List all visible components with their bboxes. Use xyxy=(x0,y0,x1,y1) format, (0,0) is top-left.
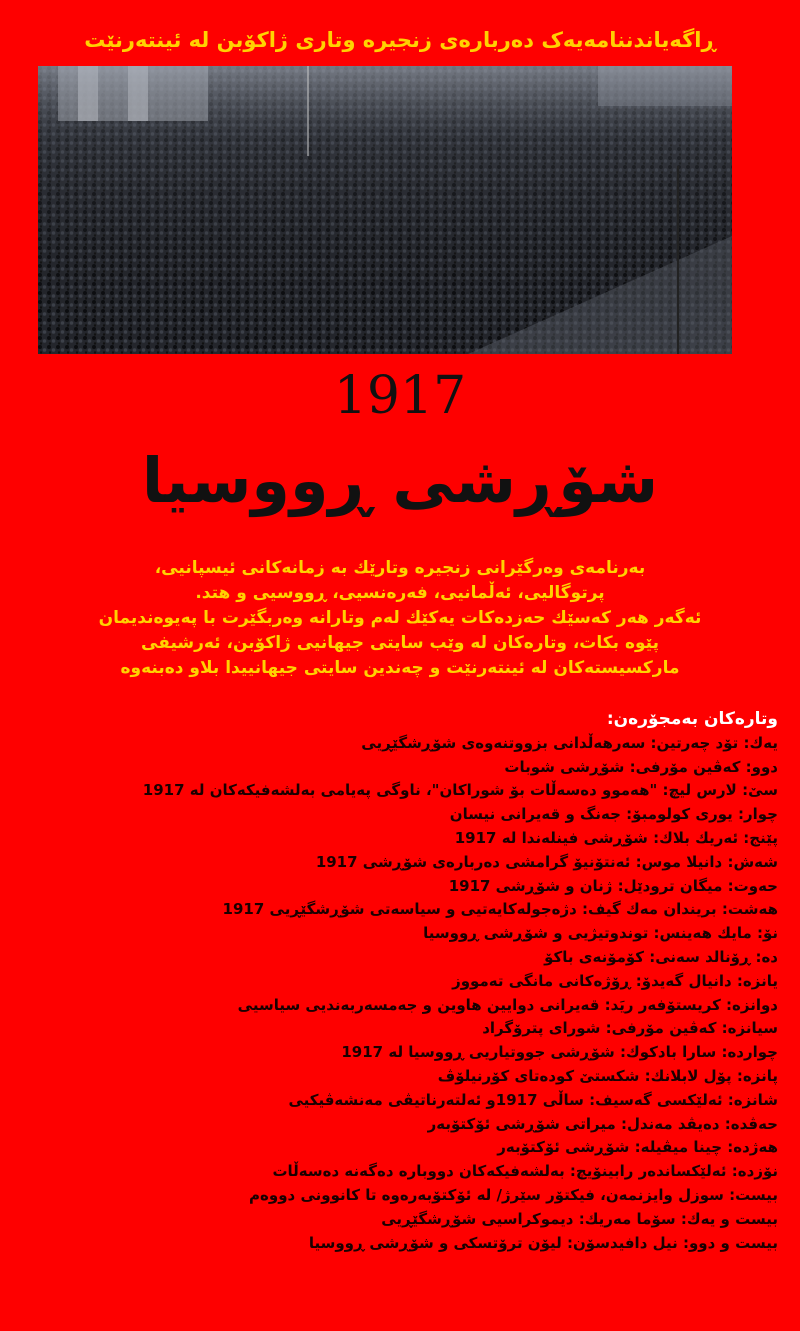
list-item: شەش: دانیلا موس: ئەنتۆنیۆ گرامشی دەربارەی شۆڕشی 1917 xyxy=(315,852,778,871)
list-item: شانزە: ئەلێكسی گەسیف: ساڵی 1917و ئەلتەرناتیڤی مەنشەڤیكیی xyxy=(288,1090,778,1109)
list-item: چوار: یوری كولومبۆ: جەنگ و قەیرانی نیسان xyxy=(449,805,778,824)
list-item: دوانزە: كریستۆفەر ریَد: قەیرانی دوایین هاوین و جەمسەربەندیی سیاسیی xyxy=(237,995,778,1014)
list-item: سیانزە: كەڤین مۆرفی: شورای پترۆگراد xyxy=(482,1019,778,1038)
year-heading: 1917 xyxy=(333,366,467,426)
list-item: پێنج: ئەریك بلاك: شۆڕشی فینلەندا لە 1917 xyxy=(454,828,778,847)
intro-line: ئەگەر هەر كەسێك حەزدەكات یەكێك لەم وتارانە وەربگێرت با پەیوەندیمان xyxy=(98,608,702,628)
crowd-photo-art xyxy=(38,66,732,354)
list-item: دوو: كەڤین مۆرفی: شۆڕشی شوبات xyxy=(504,757,778,776)
intro-line: پرتوگالیی، ئەڵمانیی، فەرەنسیی، ڕووسیی و هتد. xyxy=(195,583,605,603)
list-heading: وتارەكان بەمجۆرەن: xyxy=(606,709,778,729)
intro-line: ماركسیستەكان لە ئینتەرنێت و چەندین سایتی جیهانییدا بلاو دەبنەوە xyxy=(120,658,680,678)
list-item: نۆ: مایك هەینس: توندوتیژیی و شۆڕشی ڕووسیا xyxy=(423,924,778,943)
list-item: حەوت: میگان ترودێل: ژنان و شۆڕشی 1917 xyxy=(448,876,778,895)
crowd-photo xyxy=(38,66,732,354)
list-item: هەشت: بریندان مەك گیف: دژەجولەكایەتیی و سیاسەتی شۆڕشگێڕیی 1917 xyxy=(222,900,778,919)
list-item: حەڤدە: دەیڤد مەندل: میراتی شۆڕشی ئۆكتۆبەر xyxy=(427,1114,778,1133)
list-item: پانزە: پۆل لابلانك: شكستێ كودەتای كۆرنیلۆڤ xyxy=(437,1066,778,1085)
article-list xyxy=(80,708,778,1255)
list-item: دە: ڕۆنالد سەنی: كۆمۆنەی باكۆ xyxy=(544,947,778,966)
list-item: سێ: لارس لیچ: "هەموو دەسەڵات بۆ شوراكان"، ناوگی پەیامی بەلشەفیكەكان لە 1917 xyxy=(142,781,778,800)
list-item: یەك: تۆد چەرتین: سەرهەڵدانی بزووتنەوەی شۆڕشگێڕیی xyxy=(361,733,778,752)
intro-text xyxy=(60,556,740,681)
header-banner: ڕاگەیاندننامەیەک دەربارەی زنجیرە وتاری ژاکۆبن لە ئینتەرنێت xyxy=(84,28,716,52)
list-item: یانزە: دانیال گەیدۆ: ڕۆژەكانی مانگی تەمووز xyxy=(452,971,778,990)
intro-line: پێوە بكات، وتارەكان لە وێب سایتی جیهانیی ژاكۆبن، ئەرشیفی xyxy=(141,633,659,653)
list-item: چواردە: سارا بادكوك: شۆڕشی جووتیاریی ڕووسیا لە 1917 xyxy=(341,1043,778,1062)
list-item: هەژدە: چینا میڤیلە: شۆڕشی ئۆكتۆبەر xyxy=(497,1138,778,1157)
list-item: بیست و یەك: سۆما مەریك: دیموكراسیی شۆڕشگێڕیی xyxy=(381,1209,778,1228)
list-item: نۆزدە: ئەلێكساندەر رابینۆیچ: بەلشەفیكەكان دووبارە دەگەنە دەسەڵات xyxy=(272,1162,778,1181)
list-item: بیست: سوزل وایزنمەن، فیكتۆر سێرژ/ لە ئۆكتۆبەرەوە تا كانوونی دووەم xyxy=(249,1185,778,1204)
list-item: بیست و دوو: نیل دافیدسۆن: لیۆن ترۆتسكی و شۆڕشی ڕووسیا xyxy=(308,1233,778,1252)
intro-line: بەرنامەی وەرگێرانی زنجیرە وتارێك بە زمانەكانی ئیسپانیی، xyxy=(154,558,646,578)
page-title: شۆڕشی ڕووسیا xyxy=(141,444,659,517)
